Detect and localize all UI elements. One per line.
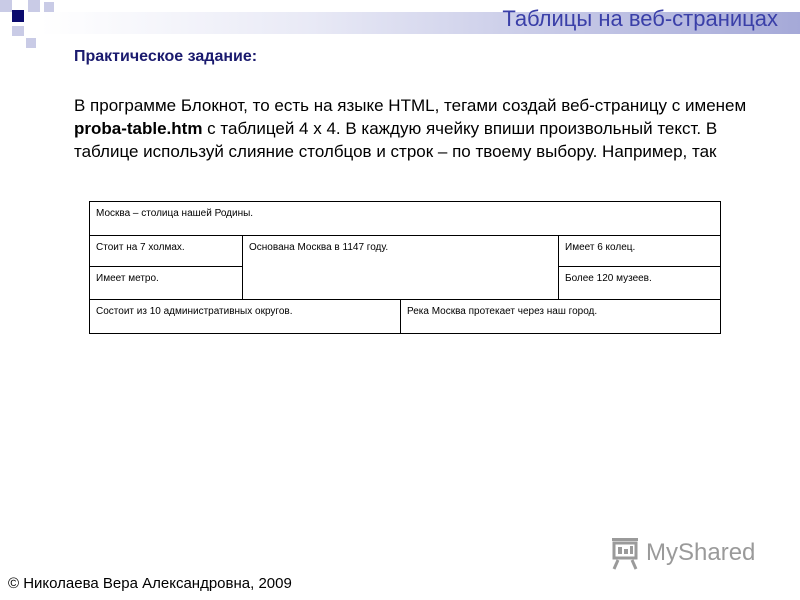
table-cell: Основана Москва в 1147 году. [243,236,559,300]
task-heading: Практическое задание: [74,48,258,65]
decor-square [28,0,40,12]
example-table [89,201,721,334]
table-cell: Имеет метро. [90,267,243,300]
table-row [90,202,721,236]
decor-square [12,10,24,22]
table-cell: Имеет 6 колец. [559,236,721,267]
task-text-part2: с таблицей 4 х 4. В каждую ячейку впиши произвольный текст. В таблице используй слияние столбцов и строк – по твоему выбору. Например, так [74,119,718,161]
logo-text: MyShared [646,539,756,566]
table-cell: Стоит на 7 холмах. [90,236,243,267]
decor-square [44,2,54,12]
presentation-board-icon [606,536,644,570]
decor-square [0,0,12,12]
decor-square [26,38,36,48]
copyright-notice: © Николаева Вера Александровна, 2009 [8,575,292,592]
decor-square [12,26,24,36]
table-row [90,300,721,334]
table-row [90,236,721,267]
task-description [74,94,754,163]
task-text-part1: В программе Блокнот, то есть на языке HTML, тегами создай веб-страницу с именем [74,96,747,115]
table-cell: Более 120 музеев. [559,267,721,300]
myshared-logo [606,536,755,570]
table-cell: Состоит из 10 административных округов. [90,300,401,334]
page-title: Таблицы на веб-страницах [502,6,778,31]
table-cell: Река Москва протекает через наш город. [401,300,721,334]
table-cell: Москва – столица нашей Родины. [90,202,721,236]
task-filename: proba-table.htm [74,119,203,138]
